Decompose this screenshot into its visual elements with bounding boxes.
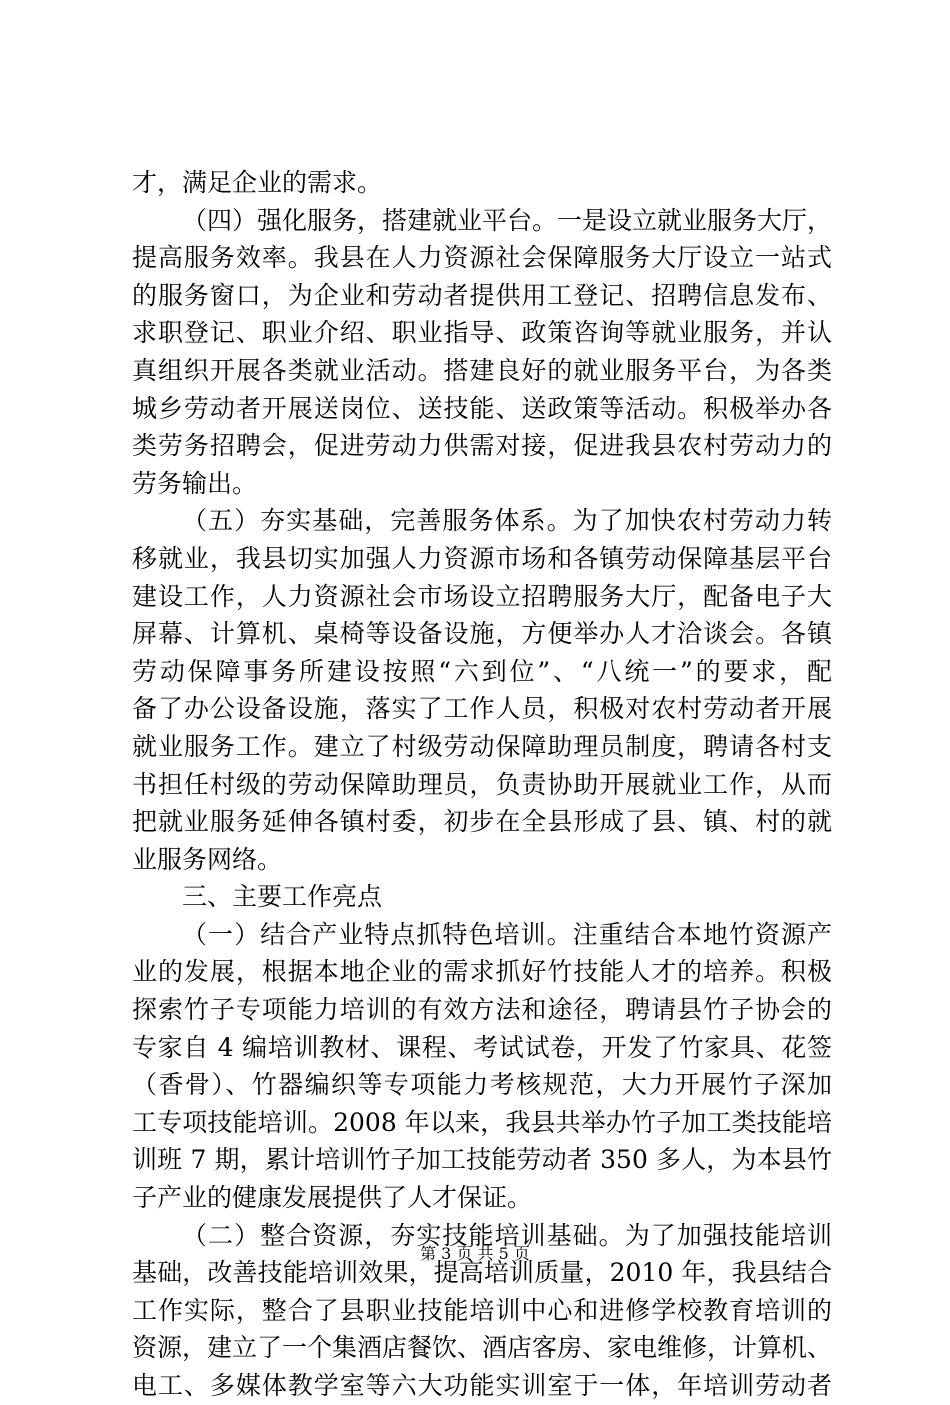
text-line: 三、主要工作亮点 <box>182 882 383 912</box>
text-line: （香骨）、竹器编织等专项能力考核规范，大力开展竹子深加 <box>132 1070 832 1100</box>
text-line: 工专项技能培训。2008 年以来，我县共举办竹子加工类技能培 <box>132 1107 832 1137</box>
text-line: （五）夯实基础，完善服务体系。为了加快农村劳动力转 <box>182 506 832 536</box>
text-line: 工作实际，整合了县职业技能培训中心和进修学校教育培训的 <box>132 1295 832 1325</box>
text-line: 真组织开展各类就业活动。搭建良好的就业服务平台，为各类 <box>132 355 832 385</box>
text-line: 业服务网络。 <box>132 844 283 874</box>
text-line: 探索竹子专项能力培训的有效方法和途径，聘请县竹子协会的 <box>132 995 832 1025</box>
text-line: （四）强化服务，搭建就业平台。一是设立就业服务大厅， <box>182 205 832 235</box>
text-line: （一）结合产业特点抓特色培训。注重结合本地竹资源产 <box>182 919 832 949</box>
document-body <box>132 164 832 1405</box>
page-footer: 第 3 页 共 5 页 <box>420 1244 530 1263</box>
text-line: 建设工作，人力资源社会市场设立招聘服务大厅，配备电子大 <box>132 581 832 611</box>
text-line: 求职登记、职业介绍、职业指导、政策咨询等就业服务，并认 <box>132 318 832 348</box>
text-line: 业的发展，根据本地企业的需求抓好竹技能人才的培养。积极 <box>132 957 832 987</box>
text-line: 就业服务工作。建立了村级劳动保障助理员制度，聘请各村支 <box>132 731 832 761</box>
text-line: 劳务输出。 <box>132 468 258 498</box>
text-line: 书担任村级的劳动保障助理员，负责协助开展就业工作，从而 <box>132 769 832 799</box>
text-line: 基础，改善技能培训效果，提高培训质量，2010 年，我县结合 <box>132 1258 832 1288</box>
text-line: 备了办公设备设施，落实了工作人员，积极对农村劳动者开展 <box>132 694 832 724</box>
text-line: 训班 7 期，累计培训竹子加工技能劳动者 350 多人，为本县竹 <box>132 1145 832 1175</box>
text-line: 移就业，我县切实加强人力资源市场和各镇劳动保障基层平台 <box>132 543 832 573</box>
text-line: 才，满足企业的需求。 <box>132 168 383 197</box>
text-line: （二）整合资源，夯实技能培训基础。为了加强技能培训 <box>182 1220 832 1250</box>
text-line: 劳动保障事务所建设按照“六到位”、“八统一”的要求，配 <box>132 656 832 686</box>
text-line: 把就业服务延伸各镇村委，初步在全县形成了县、镇、村的就 <box>132 807 832 837</box>
text-line: 屏幕、计算机、桌椅等设备设施，方便举办人才洽谈会。各镇 <box>132 619 832 649</box>
text-line: 提高服务效率。我县在人力资源社会保障服务大厅设立一站式 <box>132 243 832 273</box>
text-line: 电工、多媒体教学室等六大功能实训室于一体，年培训劳动者 <box>132 1371 832 1400</box>
text-line: 专家自 4 编培训教材、课程、考试试卷，开发了竹家具、花签 <box>132 1032 832 1062</box>
text-line: 子产业的健康发展提供了人才保证。 <box>132 1183 533 1213</box>
text-line: 的服务窗口，为企业和劳动者提供用工登记、招聘信息发布、 <box>132 280 832 310</box>
text-line: 资源，建立了一个集酒店餐饮、酒店客房、家电维修，计算机、 <box>132 1333 832 1363</box>
text-line: 类劳务招聘会，促进劳动力供需对接，促进我县农村劳动力的 <box>132 431 832 461</box>
text-line: 城乡劳动者开展送岗位、送技能、送政策等活动。积极举办各 <box>132 393 832 423</box>
